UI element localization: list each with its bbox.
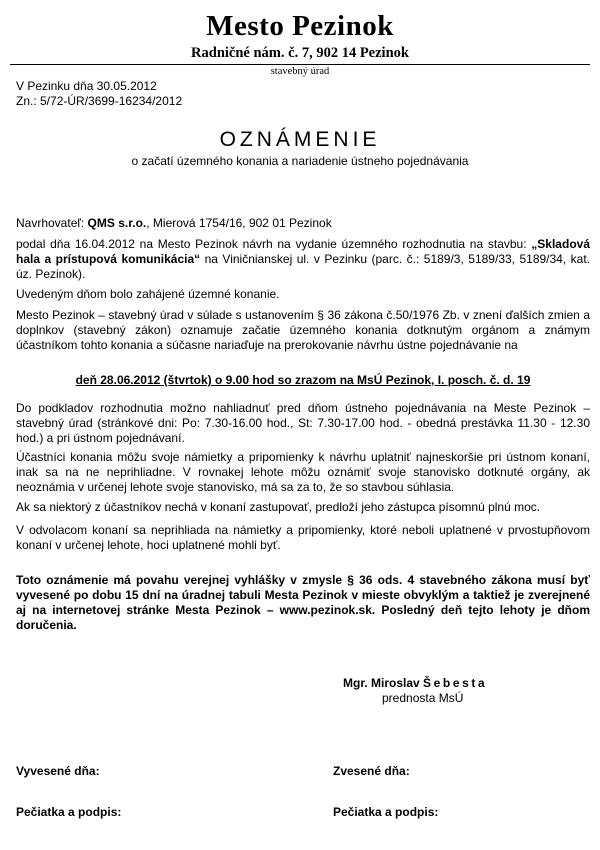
request-paragraph	[16, 237, 590, 282]
signatory-first-name: Mgr. Miroslav	[343, 676, 424, 690]
signatory-role: prednosta MsÚ	[382, 691, 464, 705]
date-line: V Pezinku dňa 30.05.2012	[16, 79, 157, 93]
stamp-signature-label-left: Pečiatka a podpis:	[16, 805, 122, 819]
reference-number: Zn.: 5/72-ÚR/3699-16234/2012	[16, 94, 183, 108]
objections-paragraph: Účastníci konania môžu svoje námietky a pripomienky k návrhu uplatniť najneskoršie pri ústnom konaní, inak sa na ne neprihliadne. V rovnakej lehote môžu oznámiť svoje stanovisko dotknuté orgány, ak neoznámia v určenej lehote svoje stanovisko, má sa za to, že so stavbou súhlasia.	[16, 450, 590, 494]
header-divider	[10, 64, 590, 65]
applicant-address: , Mierová 1754/16, 902 01 Pezinok	[146, 216, 332, 230]
proceedings-started: Uvedeným dňom bolo zahájené územné konanie.	[16, 287, 280, 301]
representation-paragraph: Ak sa niektorý z účastníkov nechá v konaní zastupovať, predloží jeho zástupca písomnú plnú moc.	[16, 500, 541, 514]
appeal-paragraph: V odvolacom konaní sa neprihliada na námietky a pripomienky, ktoré neboli uplatnené v prvostupňovom konaní v určenej lehote, hoci uplatnené mohli byť.	[16, 523, 590, 552]
posted-date-label: Vyvesené dňa:	[16, 764, 100, 778]
city-title: Mesto Pezinok	[206, 10, 394, 42]
notice-paragraph: Mesto Pezinok – stavebný úrad v súlade s ustanovením § 36 zákona č.50/1976 Zb. v znení ďalších zmien a doplnkov (stavebný zákon) oznamuje začatie územného konania dotknutým orgánom a známym účastníkom tohto konania a súčasne nariaďuje na prerokovanie návrhu ústne pojednávanie na	[16, 308, 590, 352]
removed-date-label: Zvesené dňa:	[333, 764, 410, 778]
public-notice-paragraph: Toto oznámenie má povahu verejnej vyhlášky v zmysle § 36 ods. 4 stavebného zákona musí byť vyvesené po dobu 15 dní na úradnej tabuli Mesta Pezinok v mieste obvyklým a taktiež je zverejnené aj na internetovej stránke Mesta Pezinok – www.pezinok.sk. Posledný deň tejto lehoty je dňom doručenia.	[16, 573, 590, 632]
signatory-name	[343, 676, 593, 690]
document-title: OZNÁMENIE	[219, 128, 381, 151]
city-address: Radničné nám. č. 7, 902 14 Pezinok	[191, 45, 409, 61]
applicant-name: QMS s.r.o.	[87, 216, 147, 230]
project-name: „Skladová hala a prístupová komunikácia“	[16, 237, 590, 266]
document-subtitle: o začatí územného konania a nariadenie ústneho pojednávania	[131, 154, 469, 168]
signatory-last-name: Šebesta	[423, 676, 488, 690]
hearing-date-text: deň 28.06.2012 (štvrtok) o 9.00 hod so zrazom na MsÚ Pezinok, I. posch. č. d. 19	[75, 373, 531, 387]
documents-paragraph: Do podkladov rozhodnutia možno nahliadnuť pred dňom ústneho pojednávania na Meste Pezinok – stavebný úrad (stránkové dni: Po: 7.30-16.00 hod., St: 7.30-17.00 hod. - obedná prestávka 11.30 - 12.30 hod.) a pri ústnom pojednávaní.	[16, 401, 590, 445]
hearing-date	[16, 373, 590, 388]
stamp-signature-label-right: Pečiatka a podpis:	[333, 805, 439, 819]
request-location: na Viničnianskej ul. v Pezinku (parc. č.: 5189/3, 5189/33, 5189/34, kat. úz. Pezinok).	[16, 252, 590, 281]
department-name: stavebný úrad	[270, 66, 330, 77]
request-intro: podal dňa 16.04.2012 na Mesto Pezinok návrh na vydanie územného rozhodnutia na stavbu:	[16, 237, 532, 251]
applicant-label: Navrhovateľ:	[16, 216, 85, 230]
applicant-paragraph	[16, 216, 590, 231]
